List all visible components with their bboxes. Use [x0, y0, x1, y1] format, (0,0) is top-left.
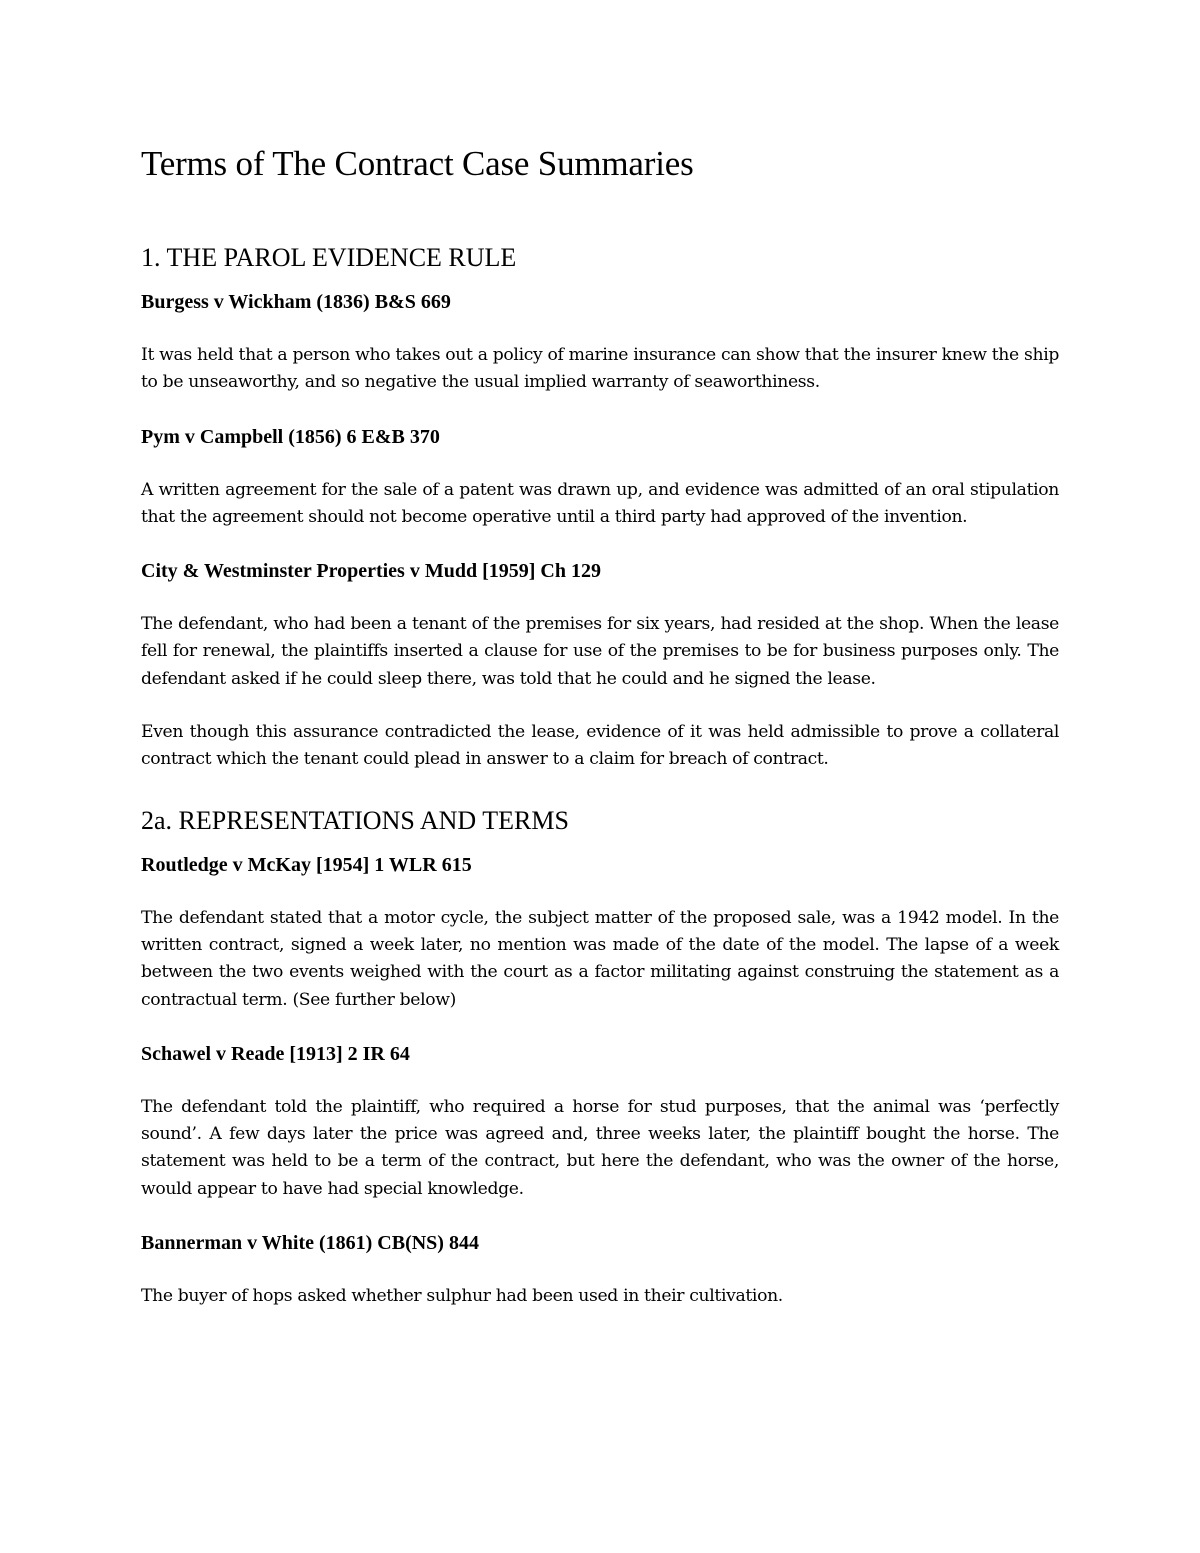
case-title-pym-v-campbell: Pym v Campbell (1856) 6 E&B 370 [141, 425, 440, 448]
case-summary-city-westminster-v-mudd-2: Even though this assurance contradicted the lease, evidence of it was held admissible to prove a collateral contract which the tenant could plead in answer to a claim for breach of contract. [141, 722, 1059, 770]
document-title: Terms of The Contract Case Summaries [141, 144, 694, 183]
case-title-schawel-v-reade: Schawel v Reade [1913] 2 IR 64 [141, 1042, 410, 1065]
case-summary-bannerman-v-white: The buyer of hops asked whether sulphur had been used in their cultivation. [141, 1286, 783, 1307]
document-page [141, 140, 1059, 1336]
case-summary-routledge-v-mckay: The defendant stated that a motor cycle, the subject matter of the proposed sale, was a 1942 model. In the written contract, signed a week later, no mention was made of the date of the model. The lapse of a week between the two events weighed with the court as a factor militating against construing the statement as a contractual term. (See further below) [141, 907, 1059, 1010]
case-title-burgess-v-wickham: Burgess v Wickham (1836) B&S 669 [141, 291, 451, 313]
case-title-routledge-v-mckay: Routledge v McKay [1954] 1 WLR 615 [141, 853, 472, 876]
case-summary-city-westminster-v-mudd-1: The defendant, who had been a tenant of the premises for six years, had resided at the shop. When the lease fell for renewal, the plaintiffs inserted a clause for use of the premises to be for business purposes only. The defendant asked if he could sleep there, was told that he could and he signed the lease. [141, 614, 1059, 689]
section-heading-representations-and-terms: 2a. REPRESENTATIONS AND TERMS [141, 805, 569, 835]
case-summary-schawel-v-reade: The defendant told the plaintiff, who required a horse for stud purposes, that the animal was ‘perfectly sound’. A few days later the price was agreed and, three weeks later, the plaintiff bought the horse. The statement was held to be a term of the contract, but here the defendant, who was the owner of the horse, would appear to have had special knowledge. [141, 1096, 1059, 1199]
case-title-bannerman-v-white: Bannerman v White (1861) CB(NS) 844 [141, 1232, 479, 1255]
case-title-city-westminster-v-mudd: City & Westminster Properties v Mudd [1959] Ch 129 [141, 560, 601, 583]
section-heading-parol-evidence: 1. THE PAROL EVIDENCE RULE [141, 243, 517, 272]
case-summary-burgess-v-wickham: It was held that a person who takes out a policy of marine insurance can show that the insurer knew the ship to be unseaworthy, and so negative the usual implied warranty of seaworthiness. [141, 345, 1059, 393]
case-summary-pym-v-campbell: A written agreement for the sale of a patent was drawn up, and evidence was admitted of an oral stipulation that the agreement should not become operative until a third party had approved of the invention. [141, 479, 1059, 527]
